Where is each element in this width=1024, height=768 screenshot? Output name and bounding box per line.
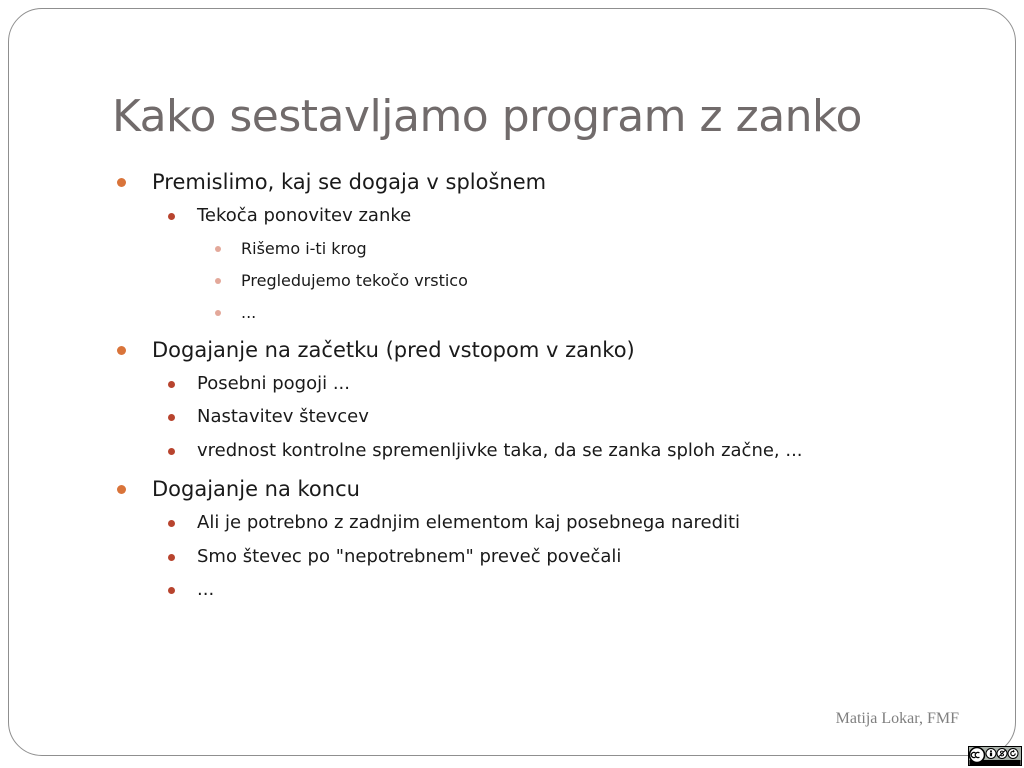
bullet-item (197, 578, 214, 602)
bullet-dot-icon (215, 310, 221, 316)
bullet-item (241, 238, 367, 260)
bullet-text: Nastavitev števcev (197, 406, 369, 427)
bullet-dot-icon (168, 448, 175, 455)
bullet-dot-icon (168, 520, 175, 527)
bullet-item (197, 511, 740, 535)
bullet-item (152, 168, 546, 196)
bullet-item (241, 302, 256, 324)
bullet-text: Smo števec po "nepotrebnem" preveč povečali (197, 546, 622, 567)
bullet-item (152, 475, 360, 503)
bullet-text: Ali je potrebno z zadnjim elementom kaj posebnega narediti (197, 512, 741, 533)
bullet-item (197, 439, 803, 463)
bullet-text: Pregledujemo tekočo vrstico (241, 271, 468, 290)
bullet-dot-icon (117, 178, 126, 187)
bullet-item (197, 405, 369, 429)
footer-author: Matija Lokar, FMF (835, 710, 959, 727)
bullet-text: Tekoča ponovitev zanke (197, 205, 412, 226)
bullet-text: Posebni pogoji ... (197, 373, 350, 394)
bullet-dot-icon (117, 346, 126, 355)
slide-title: Kako sestavljamo program z zanko (112, 91, 862, 142)
creative-commons-by-nc-sa-icon[interactable] (968, 746, 1022, 766)
bullet-dot-icon (168, 587, 175, 594)
bullet-dot-icon (215, 278, 221, 284)
bullet-dot-icon (168, 381, 175, 388)
bullet-item (197, 204, 411, 228)
bullet-dot-icon (168, 554, 175, 561)
bullet-text: ... (197, 579, 215, 600)
bullet-text: ... (241, 303, 257, 322)
bullet-text: Premislimo, kaj se dogaja v splošnem (152, 170, 547, 194)
bullet-text: Rišemo i-ti krog (241, 239, 367, 258)
bullet-dot-icon (168, 414, 175, 421)
bullet-text: Dogajanje na začetku (pred vstopom v zanko) (152, 338, 635, 362)
bullet-item (241, 270, 468, 292)
bullet-dot-icon (168, 213, 175, 220)
bullet-dot-icon (215, 246, 221, 252)
bullet-item (152, 336, 635, 364)
bullet-text: Dogajanje na koncu (152, 477, 360, 501)
bullet-item (197, 372, 350, 396)
bullet-dot-icon (117, 485, 126, 494)
bullet-text: vrednost kontrolne spremenljivke taka, da se zanka sploh začne, ... (197, 440, 803, 461)
bullet-item (197, 545, 621, 569)
